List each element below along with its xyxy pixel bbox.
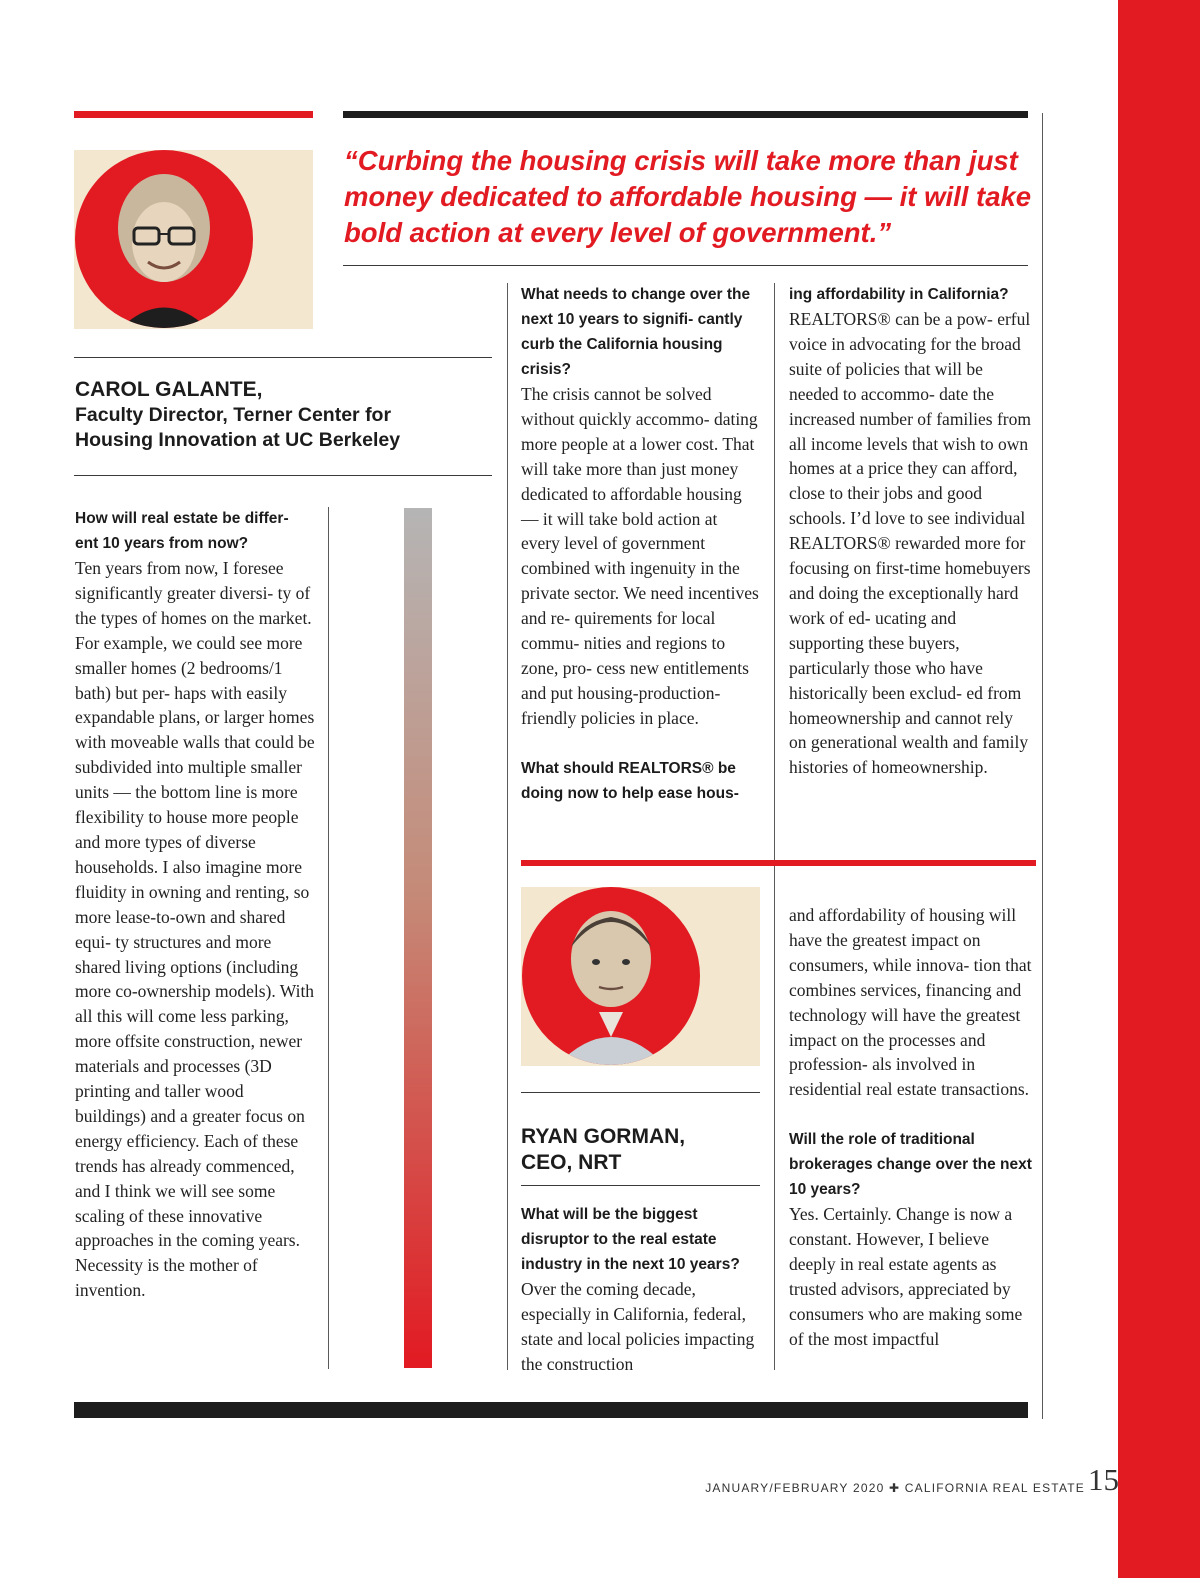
carol-answer-2: The crisis cannot be solved without quickly accommo- dating more people at a lower cost. That will take more than just money dedicated to affordable housing — it will take bold action at every level of government combined with ingenuity in the private sector. We need incentives and re- quirements for local commu- nities and regions to zone, pro- cess new entitlements and put housing-production-friendly policies in place.	[521, 384, 759, 728]
carol-answer-1: Ten years from now, I foresee significantly greater diversi- ty of the types of homes on the market. For example, we could see more smaller homes (2 bedrooms/1 bath) but per- haps with easily expandable plans, or larger homes with moveable walls that could be subdivided into multiple smaller units — the bottom line is more flexibility to house more people and more types of diverse households. I also imagine more fluidity in owning and renting, so more lease-to-own and shared equi- ty structures and more shared living options (including more co-ownership models). With all this will come less parking, more offsite construction, newer materials and processes (3D printing and taller wood buildings) and a greater focus on energy efficiency. Each of these trends has already commenced, and I think we will see some scaling of these innovative approaches in the coming years. Necessity is the mother of invention.	[75, 558, 315, 1301]
ryan-column-3	[789, 903, 1034, 1352]
carol-column-3	[789, 282, 1034, 780]
footer-text: JANUARY/FEBRUARY 2020 ✚ CALIFORNIA REAL ESTATE	[705, 1481, 1085, 1495]
column-divider	[328, 507, 329, 1369]
ryan-title-line: CEO, NRT	[521, 1151, 622, 1174]
column-divider	[774, 283, 775, 1370]
page-number: 15	[1088, 1462, 1119, 1497]
name-rule-bottom	[521, 1185, 760, 1186]
right-frame-line	[1042, 113, 1043, 1419]
ryan-portrait	[521, 887, 760, 1066]
ryan-answer-2: Yes. Certainly. Change is now a constant. However, I believe deeply in real estate agents as trusted advisors, appreciated by consumers who are making some of the most impactful	[789, 1204, 1023, 1349]
name-rule-top	[74, 357, 492, 358]
ryan-name-line: RYAN GORMAN,	[521, 1125, 686, 1148]
ryan-name	[521, 1124, 761, 1176]
column-divider	[507, 283, 508, 1370]
ryan-question-1: What will be the biggest disruptor to the real estate industry in the next 10 years?	[521, 1206, 740, 1273]
carol-question-3: What should REALTORS® be doing now to help ease hous-	[521, 759, 739, 802]
carol-question-2: What needs to change over the next 10 years to signifi- cantly curb the California housing crisis?	[521, 286, 751, 378]
name-rule-top	[521, 1092, 760, 1093]
carol-portrait	[74, 150, 313, 329]
ryan-column-2	[521, 1202, 763, 1377]
ryan-answer-1-cont: and affordability of housing will have the greatest impact on consumers, while innova- tion that combines services, financing and technology will have the greatest impact on the processes and profession- als involved in residential real estate transactions.	[789, 905, 1032, 1100]
carol-column-2	[521, 282, 759, 806]
ryan-answer-1: Over the coming decade, especially in California, federal, state and local policies impacting the construction	[521, 1279, 755, 1374]
bottom-rule-black	[74, 1402, 1028, 1418]
carol-name-line: CAROL GALANTE,	[75, 378, 263, 401]
top-rule-red	[74, 111, 313, 118]
name-rule-bottom	[74, 475, 492, 476]
gradient-bar	[404, 508, 432, 1368]
page-edge-strip	[1118, 0, 1200, 1578]
carol-title-line: Housing Innovation at UC Berkeley	[75, 429, 401, 451]
carol-answer-3: REALTORS® can be a pow- erful voice in advocating for the broad suite of policies that will be needed to accommo- date the increased number of families from all income levels that wish to own homes at a price they can afford, close to their jobs and good schools. I’d love to see individual REALTORS® rewarded more for focusing on first-time homebuyers and doing the exceptionally hard work of ed- ucating and supporting these buyers, particularly those who have historically been exclud- ed from homeownership and cannot rely on generational wealth and family histories of homeownership.	[789, 309, 1031, 778]
carol-name	[75, 377, 495, 453]
ryan-question-2: Will the role of traditional brokerages change over the next 10 years?	[789, 1131, 1032, 1199]
carol-column-1	[75, 506, 315, 1303]
section-rule-red	[521, 860, 1036, 866]
carol-question-3-cont: ing affordability in California?	[789, 286, 1009, 303]
pull-quote: “Curbing the housing crisis will take more than just money dedicated to affordable housing — it will take bold action at every level of government.”	[344, 145, 1032, 248]
quote-underline	[343, 265, 1028, 266]
top-rule-black	[343, 111, 1028, 118]
carol-question-1: How will real estate be differ- ent 10 years from now?	[75, 510, 289, 552]
carol-title-line: Faculty Director, Terner Center for	[75, 404, 392, 426]
